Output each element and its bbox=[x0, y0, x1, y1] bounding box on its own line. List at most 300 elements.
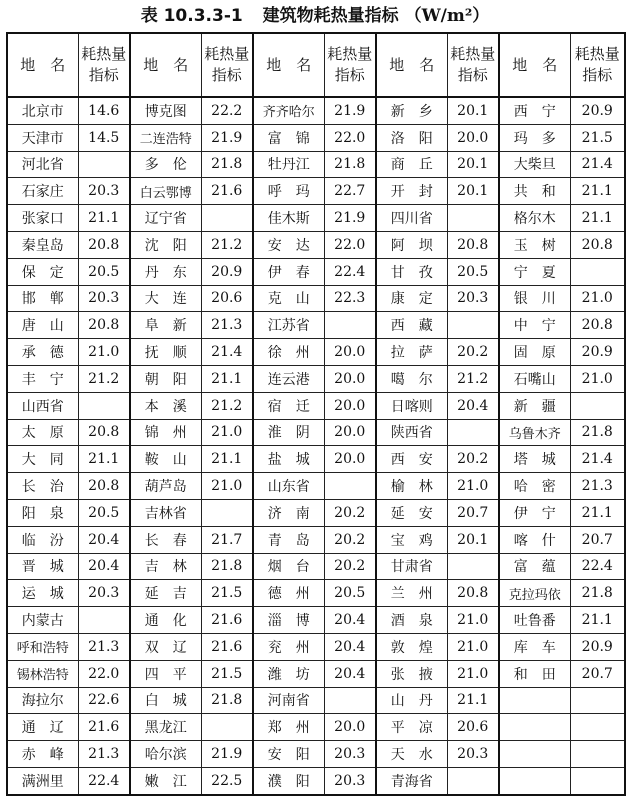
location-name: 延 安 bbox=[376, 499, 447, 526]
heat-index-value: 21.9 bbox=[324, 205, 376, 232]
location-name: 晋 城 bbox=[7, 553, 78, 580]
heat-index-value: 22.0 bbox=[78, 660, 130, 687]
heat-index-value: 20.2 bbox=[447, 446, 499, 473]
location-name: 保 定 bbox=[7, 258, 78, 285]
heat-index-value: 22.7 bbox=[324, 178, 376, 205]
heat-index-value: 21.8 bbox=[201, 151, 253, 178]
header-value-4 bbox=[447, 33, 499, 97]
table-row bbox=[7, 553, 625, 580]
heat-index-value bbox=[570, 767, 625, 794]
location-name: 张家口 bbox=[7, 205, 78, 232]
heat-index-value bbox=[78, 151, 130, 178]
location-name: 抚 顺 bbox=[130, 339, 201, 366]
location-name: 丰 宁 bbox=[7, 365, 78, 392]
heat-index-value: 20.8 bbox=[447, 231, 499, 258]
heat-index-value: 21.1 bbox=[570, 205, 625, 232]
location-name: 盐 城 bbox=[253, 446, 324, 473]
location-name: 克 山 bbox=[253, 285, 324, 312]
heat-index-value: 21.3 bbox=[78, 633, 130, 660]
location-name: 双 辽 bbox=[130, 633, 201, 660]
location-name: 内蒙古 bbox=[7, 607, 78, 634]
location-name: 佳木斯 bbox=[253, 205, 324, 232]
table-row bbox=[7, 580, 625, 607]
heat-index-value: 21.3 bbox=[78, 741, 130, 768]
location-name: 敦 煌 bbox=[376, 633, 447, 660]
location-name: 天 水 bbox=[376, 741, 447, 768]
heat-index-value: 21.1 bbox=[570, 499, 625, 526]
heat-index-value: 20.2 bbox=[447, 339, 499, 366]
table-row bbox=[7, 258, 625, 285]
table-row bbox=[7, 178, 625, 205]
header-name-5: 地 名 bbox=[499, 33, 570, 97]
heat-index-value: 20.7 bbox=[570, 660, 625, 687]
location-name: 西 宁 bbox=[499, 97, 570, 124]
table-row bbox=[7, 97, 625, 124]
heat-index-value: 20.6 bbox=[447, 714, 499, 741]
heat-index-value: 20.8 bbox=[78, 312, 130, 339]
location-name: 河南省 bbox=[253, 687, 324, 714]
heat-index-value bbox=[78, 392, 130, 419]
location-name: 丹 东 bbox=[130, 258, 201, 285]
location-name: 江苏省 bbox=[253, 312, 324, 339]
heat-index-value: 21.5 bbox=[201, 580, 253, 607]
heat-index-value bbox=[78, 607, 130, 634]
location-name bbox=[499, 687, 570, 714]
location-name: 呼和浩特 bbox=[7, 633, 78, 660]
location-name: 承 德 bbox=[7, 339, 78, 366]
location-name: 拉 萨 bbox=[376, 339, 447, 366]
location-name: 大 连 bbox=[130, 285, 201, 312]
heat-index-value: 21.8 bbox=[201, 553, 253, 580]
heat-index-value: 20.2 bbox=[324, 553, 376, 580]
heat-index-value: 21.1 bbox=[570, 178, 625, 205]
heat-index-value: 21.0 bbox=[201, 419, 253, 446]
heat-index-value bbox=[570, 258, 625, 285]
header-value-line1: 耗热量 bbox=[450, 45, 496, 63]
heat-index-value: 21.3 bbox=[570, 473, 625, 500]
location-name: 西 藏 bbox=[376, 312, 447, 339]
location-name: 长 春 bbox=[130, 526, 201, 553]
heat-index-value: 20.3 bbox=[447, 285, 499, 312]
location-name: 石嘴山 bbox=[499, 365, 570, 392]
location-name: 伊 宁 bbox=[499, 499, 570, 526]
heat-index-value: 20.1 bbox=[447, 178, 499, 205]
header-value-line1: 耗热量 bbox=[81, 45, 127, 63]
table-row bbox=[7, 714, 625, 741]
heat-index-value: 21.4 bbox=[570, 446, 625, 473]
heat-index-value: 20.8 bbox=[570, 231, 625, 258]
header-value-line1: 耗热量 bbox=[327, 45, 373, 63]
location-name: 西 安 bbox=[376, 446, 447, 473]
header-value-line1: 耗热量 bbox=[204, 45, 250, 63]
header-value-line2: 指标 bbox=[334, 66, 365, 84]
heat-index-value: 14.5 bbox=[78, 124, 130, 151]
location-name: 平 凉 bbox=[376, 714, 447, 741]
location-name: 满洲里 bbox=[7, 767, 78, 794]
location-name: 沈 阳 bbox=[130, 231, 201, 258]
location-name bbox=[499, 767, 570, 794]
location-name: 富 蕴 bbox=[499, 553, 570, 580]
heat-index-value: 21.0 bbox=[447, 607, 499, 634]
heat-index-value: 21.9 bbox=[201, 124, 253, 151]
heat-index-value: 21.9 bbox=[324, 97, 376, 124]
table-row bbox=[7, 473, 625, 500]
header-value-1 bbox=[78, 33, 130, 97]
heat-index-value: 20.9 bbox=[570, 97, 625, 124]
header-value-line2: 指标 bbox=[457, 66, 488, 84]
heat-index-value: 21.0 bbox=[447, 473, 499, 500]
table-row bbox=[7, 741, 625, 768]
location-name: 四 平 bbox=[130, 660, 201, 687]
heat-index-value bbox=[201, 205, 253, 232]
heat-index-value: 20.8 bbox=[447, 580, 499, 607]
heat-index-value: 20.4 bbox=[324, 633, 376, 660]
heat-index-value: 20.4 bbox=[447, 392, 499, 419]
location-name: 吉 林 bbox=[130, 553, 201, 580]
heat-index-value: 20.0 bbox=[447, 124, 499, 151]
location-name: 商 丘 bbox=[376, 151, 447, 178]
location-name: 济 南 bbox=[253, 499, 324, 526]
table-row bbox=[7, 607, 625, 634]
location-name: 兰 州 bbox=[376, 580, 447, 607]
location-name: 青海省 bbox=[376, 767, 447, 794]
location-name: 淄 博 bbox=[253, 607, 324, 634]
heat-index-value: 21.6 bbox=[201, 607, 253, 634]
location-name: 河北省 bbox=[7, 151, 78, 178]
location-name: 玉 树 bbox=[499, 231, 570, 258]
heat-index-value: 20.7 bbox=[570, 526, 625, 553]
heat-index-value: 20.2 bbox=[324, 526, 376, 553]
location-name: 日喀则 bbox=[376, 392, 447, 419]
location-name: 天津市 bbox=[7, 124, 78, 151]
heat-index-value: 21.2 bbox=[78, 365, 130, 392]
heat-index-value: 20.7 bbox=[447, 499, 499, 526]
heat-index-value: 21.2 bbox=[201, 392, 253, 419]
location-name: 新 疆 bbox=[499, 392, 570, 419]
heat-index-value: 21.4 bbox=[201, 339, 253, 366]
table-row bbox=[7, 526, 625, 553]
heat-index-value: 20.5 bbox=[447, 258, 499, 285]
heat-index-value: 21.0 bbox=[201, 473, 253, 500]
heat-index-value: 20.0 bbox=[324, 446, 376, 473]
heat-index-value: 21.8 bbox=[324, 151, 376, 178]
location-name: 山西省 bbox=[7, 392, 78, 419]
heat-index-value bbox=[201, 714, 253, 741]
heat-index-value: 21.6 bbox=[201, 633, 253, 660]
heat-index-value bbox=[447, 312, 499, 339]
table-row bbox=[7, 312, 625, 339]
heat-index-value: 22.6 bbox=[78, 687, 130, 714]
heat-index-value: 20.8 bbox=[570, 312, 625, 339]
location-name: 阳 泉 bbox=[7, 499, 78, 526]
heat-index-value bbox=[570, 741, 625, 768]
heat-index-value: 21.8 bbox=[570, 580, 625, 607]
location-name: 康 定 bbox=[376, 285, 447, 312]
location-name: 喀 什 bbox=[499, 526, 570, 553]
location-name: 山东省 bbox=[253, 473, 324, 500]
heat-index-value: 20.0 bbox=[324, 392, 376, 419]
heat-index-value: 20.9 bbox=[570, 339, 625, 366]
heat-index-value bbox=[324, 687, 376, 714]
location-name: 张 掖 bbox=[376, 660, 447, 687]
header-name-4: 地 名 bbox=[376, 33, 447, 97]
header-value-5 bbox=[570, 33, 625, 97]
table-row bbox=[7, 633, 625, 660]
location-name: 大柴旦 bbox=[499, 151, 570, 178]
heat-index-value: 20.1 bbox=[447, 526, 499, 553]
header-value-3 bbox=[324, 33, 376, 97]
heat-index-value: 21.8 bbox=[201, 687, 253, 714]
heat-index-value: 14.6 bbox=[78, 97, 130, 124]
location-name: 北京市 bbox=[7, 97, 78, 124]
heat-index-value: 20.4 bbox=[78, 526, 130, 553]
heat-index-value: 20.5 bbox=[324, 580, 376, 607]
location-name: 富 锦 bbox=[253, 124, 324, 151]
location-name: 阿 坝 bbox=[376, 231, 447, 258]
heat-index-value: 20.3 bbox=[78, 580, 130, 607]
heat-index-value: 21.1 bbox=[201, 365, 253, 392]
location-name: 开 封 bbox=[376, 178, 447, 205]
location-name bbox=[499, 741, 570, 768]
location-name: 白云鄂博 bbox=[130, 178, 201, 205]
heat-index-value: 20.9 bbox=[570, 633, 625, 660]
heat-index-value bbox=[570, 392, 625, 419]
heat-index-value: 20.0 bbox=[324, 419, 376, 446]
location-name: 塔 城 bbox=[499, 446, 570, 473]
location-name: 宁 夏 bbox=[499, 258, 570, 285]
heat-index-value: 21.7 bbox=[201, 526, 253, 553]
location-name: 榆 林 bbox=[376, 473, 447, 500]
location-name: 徐 州 bbox=[253, 339, 324, 366]
heat-index-value: 20.1 bbox=[447, 97, 499, 124]
location-name: 多 伦 bbox=[130, 151, 201, 178]
heat-index-value: 20.5 bbox=[78, 258, 130, 285]
table-title bbox=[0, 2, 630, 30]
table-number: 表 10.3.3-1 bbox=[140, 6, 243, 26]
location-name: 牡丹江 bbox=[253, 151, 324, 178]
location-name: 陕西省 bbox=[376, 419, 447, 446]
location-name: 洛 阳 bbox=[376, 124, 447, 151]
heat-index-value: 20.3 bbox=[78, 178, 130, 205]
location-name: 嫩 江 bbox=[130, 767, 201, 794]
location-name: 唐 山 bbox=[7, 312, 78, 339]
location-name: 宝 鸡 bbox=[376, 526, 447, 553]
heat-index-value: 21.2 bbox=[201, 231, 253, 258]
location-name: 博克图 bbox=[130, 97, 201, 124]
location-name: 太 原 bbox=[7, 419, 78, 446]
header-name-3: 地 名 bbox=[253, 33, 324, 97]
heat-index-value: 22.4 bbox=[324, 258, 376, 285]
location-name: 通 化 bbox=[130, 607, 201, 634]
location-name: 通 辽 bbox=[7, 714, 78, 741]
table-row bbox=[7, 151, 625, 178]
heat-index-value: 20.3 bbox=[324, 741, 376, 768]
location-name: 安 阳 bbox=[253, 741, 324, 768]
table-row bbox=[7, 767, 625, 794]
location-name: 新 乡 bbox=[376, 97, 447, 124]
heat-index-value: 21.1 bbox=[78, 446, 130, 473]
location-name: 锦 州 bbox=[130, 419, 201, 446]
table-caption: 建筑物耗热量指标 bbox=[262, 6, 399, 26]
location-name: 吉林省 bbox=[130, 499, 201, 526]
heat-index-value: 20.8 bbox=[78, 473, 130, 500]
location-name: 哈 密 bbox=[499, 473, 570, 500]
location-name: 银 川 bbox=[499, 285, 570, 312]
table-row bbox=[7, 231, 625, 258]
location-name: 宿 迁 bbox=[253, 392, 324, 419]
location-name: 吐鲁番 bbox=[499, 607, 570, 634]
location-name: 潍 坊 bbox=[253, 660, 324, 687]
location-name: 固 原 bbox=[499, 339, 570, 366]
location-name bbox=[499, 714, 570, 741]
heat-index-value: 20.3 bbox=[78, 285, 130, 312]
heat-index-value: 20.1 bbox=[447, 151, 499, 178]
heat-index-value bbox=[447, 205, 499, 232]
heat-index-value: 21.1 bbox=[78, 205, 130, 232]
table-row bbox=[7, 499, 625, 526]
header-name-1: 地 名 bbox=[7, 33, 78, 97]
location-name: 延 吉 bbox=[130, 580, 201, 607]
heat-index-value: 20.8 bbox=[78, 419, 130, 446]
location-name: 齐齐哈尔 bbox=[253, 97, 324, 124]
location-name: 山 丹 bbox=[376, 687, 447, 714]
location-name: 葫芦岛 bbox=[130, 473, 201, 500]
location-name: 黑龙江 bbox=[130, 714, 201, 741]
location-name: 乌鲁木齐 bbox=[499, 419, 570, 446]
location-name: 朝 阳 bbox=[130, 365, 201, 392]
table-unit: （W/m²） bbox=[404, 6, 490, 26]
header-value-line1: 耗热量 bbox=[574, 45, 620, 63]
table-row bbox=[7, 339, 625, 366]
location-name: 格尔木 bbox=[499, 205, 570, 232]
heat-index-value bbox=[570, 687, 625, 714]
table-row bbox=[7, 365, 625, 392]
location-name: 淮 阴 bbox=[253, 419, 324, 446]
heat-index-value: 22.0 bbox=[324, 231, 376, 258]
location-name: 中 宁 bbox=[499, 312, 570, 339]
heat-index-value bbox=[447, 553, 499, 580]
heat-index-value: 21.6 bbox=[78, 714, 130, 741]
location-name: 郑 州 bbox=[253, 714, 324, 741]
location-name: 甘肃省 bbox=[376, 553, 447, 580]
table-row bbox=[7, 419, 625, 446]
header-value-line2: 指标 bbox=[582, 66, 613, 84]
heat-index-value: 20.2 bbox=[324, 499, 376, 526]
heat-index-value: 21.8 bbox=[570, 419, 625, 446]
location-name: 伊 春 bbox=[253, 258, 324, 285]
heat-index-value: 22.4 bbox=[570, 553, 625, 580]
location-name: 青 岛 bbox=[253, 526, 324, 553]
heat-index-value: 20.6 bbox=[201, 285, 253, 312]
location-name: 甘 孜 bbox=[376, 258, 447, 285]
location-name: 白 城 bbox=[130, 687, 201, 714]
heat-index-value: 21.5 bbox=[201, 660, 253, 687]
heat-index-value: 21.0 bbox=[447, 660, 499, 687]
location-name: 长 治 bbox=[7, 473, 78, 500]
heat-index-value: 21.6 bbox=[201, 178, 253, 205]
location-name: 四川省 bbox=[376, 205, 447, 232]
heat-index-value bbox=[570, 714, 625, 741]
location-name: 安 达 bbox=[253, 231, 324, 258]
heat-index-value: 20.4 bbox=[324, 660, 376, 687]
heat-index-value: 20.0 bbox=[324, 365, 376, 392]
heat-index-value: 20.0 bbox=[324, 714, 376, 741]
table-row bbox=[7, 205, 625, 232]
heat-index-value: 20.9 bbox=[201, 258, 253, 285]
location-name: 临 汾 bbox=[7, 526, 78, 553]
location-name: 石家庄 bbox=[7, 178, 78, 205]
location-name: 邯 郸 bbox=[7, 285, 78, 312]
location-name: 酒 泉 bbox=[376, 607, 447, 634]
header-row bbox=[7, 33, 625, 97]
table-row bbox=[7, 285, 625, 312]
header-name-2: 地 名 bbox=[130, 33, 201, 97]
location-name: 运 城 bbox=[7, 580, 78, 607]
heat-index-value: 21.0 bbox=[78, 339, 130, 366]
location-name: 和 田 bbox=[499, 660, 570, 687]
heat-index-value: 21.2 bbox=[447, 365, 499, 392]
location-name: 赤 峰 bbox=[7, 741, 78, 768]
table-row bbox=[7, 124, 625, 151]
heat-index-value: 20.8 bbox=[78, 231, 130, 258]
heat-index-value: 22.5 bbox=[201, 767, 253, 794]
heat-index-value: 21.1 bbox=[447, 687, 499, 714]
heat-index-value: 21.0 bbox=[570, 365, 625, 392]
heat-index-value: 21.3 bbox=[201, 312, 253, 339]
location-name: 库 车 bbox=[499, 633, 570, 660]
location-name: 烟 台 bbox=[253, 553, 324, 580]
location-name: 连云港 bbox=[253, 365, 324, 392]
heat-index-value: 20.3 bbox=[324, 767, 376, 794]
location-name: 鞍 山 bbox=[130, 446, 201, 473]
heat-index-value: 20.4 bbox=[324, 607, 376, 634]
header-value-line2: 指标 bbox=[211, 66, 242, 84]
heat-index-value: 21.9 bbox=[201, 741, 253, 768]
heat-index-value: 20.5 bbox=[78, 499, 130, 526]
location-name: 兖 州 bbox=[253, 633, 324, 660]
heat-index-value bbox=[201, 499, 253, 526]
heat-index-value: 20.3 bbox=[447, 741, 499, 768]
heat-index-value bbox=[324, 473, 376, 500]
location-name: 二连浩特 bbox=[130, 124, 201, 151]
heat-index-value: 22.2 bbox=[201, 97, 253, 124]
location-name: 德 州 bbox=[253, 580, 324, 607]
table-row bbox=[7, 392, 625, 419]
location-name: 秦皇岛 bbox=[7, 231, 78, 258]
location-name: 海拉尔 bbox=[7, 687, 78, 714]
header-value-2 bbox=[201, 33, 253, 97]
heat-index-value: 21.5 bbox=[570, 124, 625, 151]
location-name: 本 溪 bbox=[130, 392, 201, 419]
heat-index-value: 21.4 bbox=[570, 151, 625, 178]
heat-index-value: 22.0 bbox=[324, 124, 376, 151]
table-body bbox=[7, 97, 625, 795]
location-name: 濮 阳 bbox=[253, 767, 324, 794]
heat-index-value: 21.1 bbox=[570, 607, 625, 634]
heat-consumption-table bbox=[6, 32, 626, 796]
header-value-line2: 指标 bbox=[88, 66, 119, 84]
heat-index-value bbox=[447, 419, 499, 446]
heat-index-value: 21.0 bbox=[570, 285, 625, 312]
location-name: 共 和 bbox=[499, 178, 570, 205]
heat-index-value bbox=[324, 312, 376, 339]
heat-index-value: 21.1 bbox=[201, 446, 253, 473]
location-name: 辽宁省 bbox=[130, 205, 201, 232]
location-name: 大 同 bbox=[7, 446, 78, 473]
location-name: 呼 玛 bbox=[253, 178, 324, 205]
heat-index-value: 22.4 bbox=[78, 767, 130, 794]
location-name: 玛 多 bbox=[499, 124, 570, 151]
